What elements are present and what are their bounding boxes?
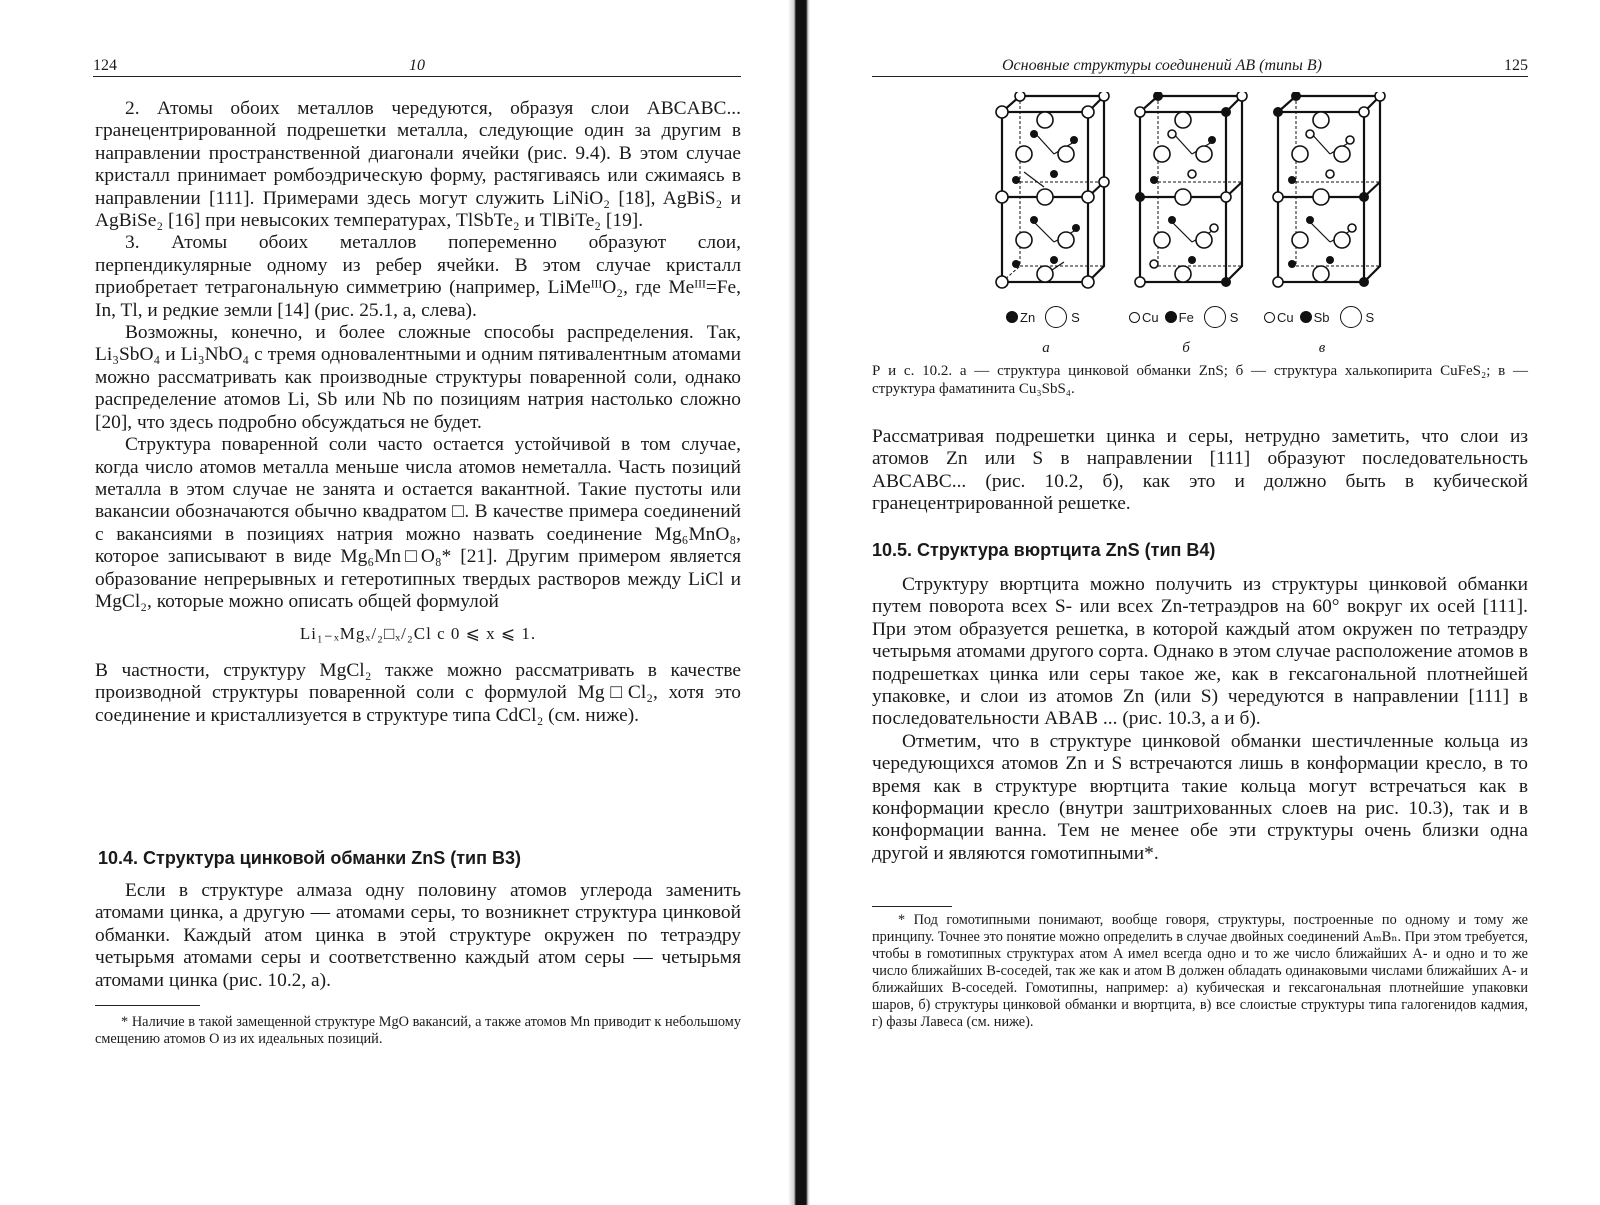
section-body — [872, 574, 1528, 865]
filled-atom-icon — [1300, 311, 1312, 323]
legend-a — [1006, 304, 1086, 330]
paragraph: Рассматривая подрешетки цинка и серы, нетрудно заметить, что слои из атомов Zn или S в направлении [111] образуют последовательность ABCABC... (рис. 10.2, б), как это и должно быть в кубической гранецентрированной решетке. — [872, 426, 1528, 515]
section-heading: 10.4. Структура цинковой обманки ZnS (тип B3) — [98, 848, 521, 868]
paragraph: Отметим, что в структуре цинковой обманки шестичленные кольца из чередующихся атомов Zn и S встречаются лишь в конформации кресло, в то время как в структуре вюртцита такие кольца могут встречаться как в конформации кресло (внутри заштрихованных слоев на рис. 10.3), так и в конформации ванна. Тем не менее обе эти структуры очень близки одна другой и являются гомотипными*. — [872, 730, 1528, 864]
filled-atom-icon — [1165, 311, 1177, 323]
paragraph: Если в структуре алмаза одну половину атомов углерода заменить атомами цинка, а другую — атомами серы, то возникнет структура цинковой обманки. Каждый атом цинка в этой структуре окружен по тетраэдру четырьмя атомами серы и соответственно каждый атом серы — четырьмя атомами цинка (рис. 10.2, а). — [95, 880, 741, 991]
panel-label-b: б — [1182, 340, 1190, 356]
footnote-rule — [95, 1005, 200, 1006]
right-page — [812, 0, 1600, 1205]
legend-label: S — [1229, 309, 1239, 325]
paragraph: 2. Атомы обоих металлов чередуются, образуя слои ABCABC... гранецентрированной подрешетки металла, следующие один за другим в направлении пространственной диагонали ячейки (рис. 9.4). В этом случае кристалл принимает ромбоэдрическую форму, растягиваясь или сжимаясь в направлении [111]. Примерами здесь могут служить LiNiO₂ [18], AgBiS₂ и AgBiSe₂ [16] при невысоких температурах, TlSbTe₂ и TlBiTe₂ [19]. — [95, 98, 741, 232]
footnote-text: * Под гомотипными понимают, вообще говоря, структуры, построенные по одному и тому же принципу. Точнее это понятие можно определить в случае двойных соединений AₘBₙ. При этом требуется, чтобы в гомотипных структурах атом A имел всегда одно и то же число ближайших A- и одно и то же число ближайших B-соседей, так же как и атом B должен обладать одинаковыми числами ближайших A- и ближайших B-соседей. Гомотипны, например: а) кубическая и гексагональная плотнейшие упаковки шаров, б) структуры цинковой обманки и вюртцита, в) все слоистые структуры типа галогенидов кадмия, г) фазы Лавеса (см. ниже). — [872, 912, 1528, 1030]
footnote-text: * Наличие в такой замещенной структуре MgO вакансий, а также атомов Mn приводит к небольшому смещению атомов O из их идеальных позиций. — [95, 1014, 741, 1047]
body-text — [872, 426, 1528, 516]
legend-label: Sb — [1313, 309, 1330, 325]
header-rule — [93, 76, 741, 77]
chalcopyrite-structure — [1132, 92, 1250, 292]
left-page — [0, 0, 790, 1205]
legend-label: Fe — [1178, 309, 1194, 325]
running-head — [93, 54, 741, 78]
paragraph: Структура поваренной соли часто остается устойчивой в том случае, когда число атомов металла меньше числа атомов неметалла. Часть позиций металла в этом случае не занята и остается вакантной. Такие пустоты или вакансии обозначаются обычно квадратом □. В качестве примера соединений с вакансиями в позициях натрия можно назвать соединение Mg₆MnO₈, которое записывают в виде Mg₆Mn□O₈* [21]. Другим примером является образование непрерывных и гетеротипных твердых растворов между LiCl и MgCl₂, которые можно описать общей формулой — [95, 434, 741, 612]
filled-atom-icon — [1006, 311, 1018, 323]
legend-b — [1129, 304, 1244, 330]
formula: Li₁₋ₓMgₓ/₂□ₓ/₂Cl с 0 ⩽ x ⩽ 1. — [299, 624, 537, 644]
footnote — [95, 1014, 741, 1048]
open-atom-icon — [1045, 306, 1067, 328]
open-atom-icon — [1340, 306, 1362, 328]
paragraph: Структуру вюртцита можно получить из структуры цинковой обманки путем поворота всех S- или всех Zn-тетраэдров на 60° вокруг их осей [111]. При этом образуется решетка, в которой каждый атом окружен по тетраэдру четырьмя атомами другого сорта. Однако в этом случае расположение атомов в подрешетках цинка или серы такое же, как в гексагональной плотнейшей упаковке, и слои из атомов Zn (или S) чередуются в направлении [111] в последовательности ABAB ... (рис. 10.3, а и б). — [872, 574, 1528, 730]
panel-label-c: в — [1318, 340, 1326, 356]
open-small-atom-icon — [1129, 312, 1140, 323]
running-head — [872, 54, 1528, 78]
paragraph: Возможны, конечно, и более сложные способы распределения. Так, Li₃SbO₄ и Li₃NbO₄ с тремя одновалентными и одним пятивалентным атомами можно рассматривать как производные структуры поваренной соли, однако распределение атомов Li, Sb или Nb по позициям натрия настолько сложно [20], что здесь подробно обсуждаться не будет. — [95, 322, 741, 433]
paragraph: В частности, структуру MgCl₂ также можно рассматривать в качестве производной структуры поваренной соли с формулой Mg□Cl₂, хотя это соединение и кристаллизуется в структуре типа CdCl₂ (см. ниже). — [95, 659, 741, 726]
open-small-atom-icon — [1264, 312, 1275, 323]
figure-caption — [872, 362, 1528, 398]
book-gutter — [788, 0, 810, 1205]
running-title: Основные структуры соединений AB (типы B) — [1002, 57, 1322, 74]
footnote — [872, 912, 1528, 1031]
legend-label: Cu — [1142, 309, 1159, 325]
header-rule — [872, 76, 1528, 77]
page-number: 124 — [93, 57, 117, 74]
page-number: 125 — [1504, 57, 1528, 74]
footnote-rule — [872, 906, 952, 907]
section-heading: 10.5. Структура вюртцита ZnS (тип B4) — [872, 540, 1216, 560]
chapter-number: 10 — [409, 57, 425, 74]
panel-label-a: а — [1042, 340, 1050, 356]
zinc-blende-structure — [994, 92, 1112, 292]
body-text — [95, 98, 741, 727]
figure-10-2 — [994, 92, 1390, 362]
legend-c — [1264, 304, 1380, 330]
section-body — [95, 880, 741, 992]
legend-label: Zn — [1020, 309, 1036, 325]
famatinite-structure — [1270, 92, 1388, 292]
paragraph: 3. Атомы обоих металлов попеременно образуют слои, перпендикулярные одному из ребер ячейки. В этом случае кристалл приобретает тетрагональную симметрию (например, LiMeᴵᴵᴵO₂, где Meᴵᴵᴵ=Fe, In, Tl, и редкие земли [14] (рис. 25.1, а, слева). — [95, 232, 741, 321]
legend-label: S — [1365, 309, 1375, 325]
open-atom-icon — [1204, 306, 1226, 328]
legend-label: Cu — [1277, 309, 1294, 325]
legend-label: S — [1071, 309, 1080, 325]
caption-text: Р и с. 10.2. а — структура цинковой обманки ZnS; б — структура халькопирита CuFeS₂; в — структура фаматинита Cu₃SbS₄. — [872, 363, 1528, 397]
